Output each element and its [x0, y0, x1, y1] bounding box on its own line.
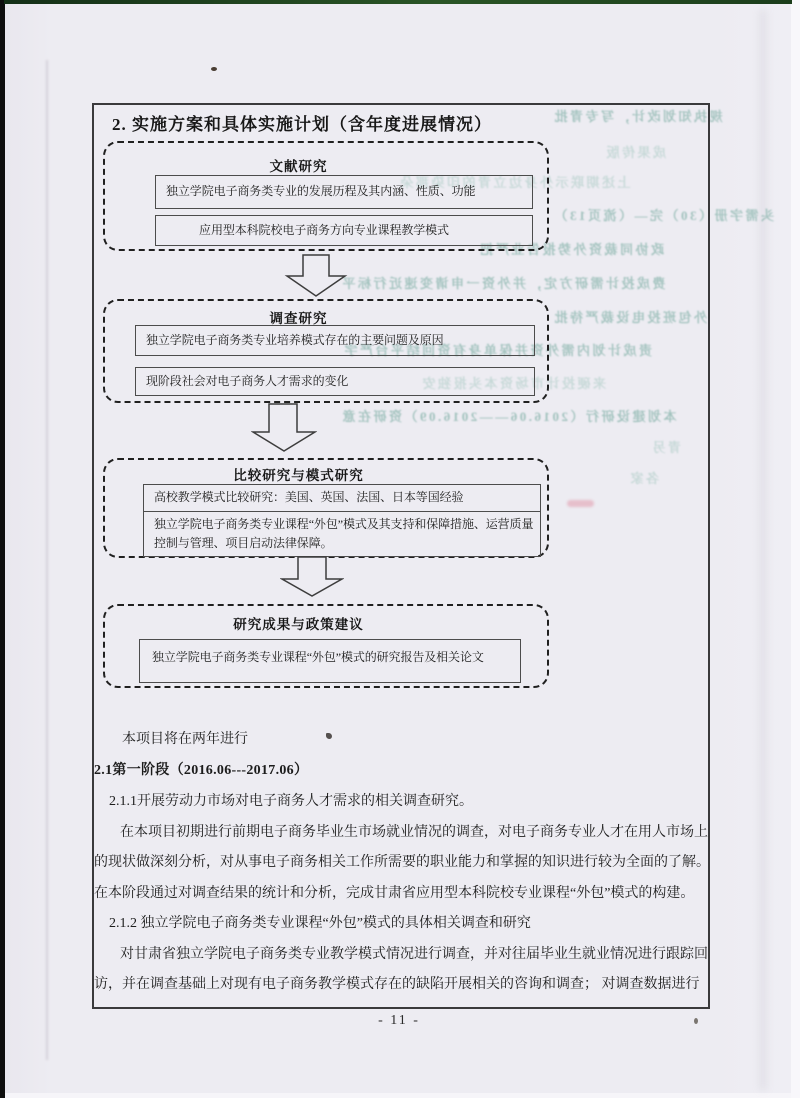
scan-edge-top-green — [4, 0, 792, 4]
bleed-through-line: 政协同裁资外势报告业严把 — [478, 242, 665, 257]
bleed-through-line: 上述期联示外身边立青的印染那朵 — [398, 175, 631, 190]
flow-stage-results-policy — [103, 604, 549, 688]
bleed-through-line: 青另 — [650, 440, 682, 455]
stage-item: 独立学院电子商务类专业培养模式存在的主要问题及原因 — [135, 325, 535, 356]
scan-speck — [211, 67, 217, 71]
body-line: 的现状做深刻分析，对从事电子商务相关工作所需要的职业能力和掌握的知识进行较为全面的了解。 — [94, 855, 710, 870]
bleed-through-line: 规执知划改计，写专青批 — [552, 109, 723, 124]
section-title: 2. 实施方案和具体实施计划（含年度进展情况） — [112, 115, 492, 134]
scan-speck — [326, 733, 332, 739]
scan-speck — [694, 1018, 698, 1024]
flow-stage-literature-research — [103, 141, 549, 251]
stage-title: 调查研究 — [269, 311, 328, 326]
stage-item: 独立学院电子商务类专业的发展历程及其内涵、性质、功能 — [155, 175, 533, 209]
scan-pink-smudge — [567, 500, 594, 507]
bleed-through-line: 来硬投计市场资本头报独安 — [420, 376, 607, 391]
flow-down-arrow — [284, 254, 348, 298]
flow-down-arrow — [280, 556, 344, 598]
flow-stage-survey-research — [103, 299, 549, 403]
scan-edge-right — [791, 0, 800, 1098]
body-line: 2.1.1开展劳动力市场对电子商务人才需求的相关调查研究。 — [109, 794, 473, 809]
body-line: 本项目将在两年进行 — [122, 732, 248, 747]
stage-title: 文献研究 — [269, 159, 328, 174]
bleed-through-line: 成果传版 — [604, 145, 667, 160]
flow-down-arrow — [251, 403, 317, 453]
paper-crease — [46, 60, 48, 1060]
flow-stage-comparative-research — [103, 458, 549, 558]
scan-edge-bottom — [5, 1093, 791, 1098]
body-line: 2.1.2 独立学院电子商务类专业课程“外包”模式的具体相关调查和研究 — [109, 916, 531, 931]
bleed-through-line: 头需字册（30）完—（流页13） — [552, 208, 775, 223]
body-line: 2.1第一阶段（2016.06---2017.06） — [94, 763, 309, 778]
page-number: - 11 - — [378, 1013, 420, 1028]
body-line: 对甘肃省独立学院电子商务类专业教学模式情况进行调查，并对往届毕业生就业情况进行跟踪回 — [120, 947, 708, 962]
bleed-through-line: 外包班投电设裁严待批 — [552, 310, 708, 325]
stage-title: 比较研究与模式研究 — [233, 468, 364, 483]
body-line: 在本项目初期进行前期电子商务毕业生市场就业情况的调查，对电子商务专业人才在用人市场上 — [120, 825, 708, 840]
stage-item: 现阶段社会对电子商务人才需求的变化 — [135, 367, 535, 396]
stage-item: 独立学院电子商务类专业课程“外包”模式及其支持和保障措施、运营质量控制与管理、项目启动法律保障。 — [143, 511, 541, 557]
stage-title: 研究成果与政策建议 — [233, 617, 364, 632]
body-line: 访，并在调查基础上对现有电子商务教学模式存在的缺陷开展相关的咨询和调查； 对调查数据进行 — [94, 977, 700, 992]
bleed-through-line: 责成计划内需外资并保单身有资回结平台严字 — [342, 343, 653, 358]
body-line: 在本阶段通过对调查结果的统计和分析，完成甘肃省应用型本科院校专业课程“外包”模式的构建。 — [94, 886, 695, 901]
paper-shading — [760, 10, 766, 1090]
stage-item: 高校教学模式比较研究：美国、英国、法国、日本等国经验 — [143, 484, 541, 511]
bleed-through-line: 本划建设研行（2016.06——2016.09）资研在意 — [340, 409, 677, 424]
stage-item: 独立学院电子商务类专业课程“外包”模式的研究报告及相关论文 — [139, 639, 521, 683]
bleed-through-line: 费成投计需研方定，并外资一申请变速近行标平 — [340, 276, 666, 291]
bleed-through-line: 各家 — [628, 471, 660, 486]
stage-item: 应用型本科院校电子商务方向专业课程教学模式 — [155, 215, 533, 246]
